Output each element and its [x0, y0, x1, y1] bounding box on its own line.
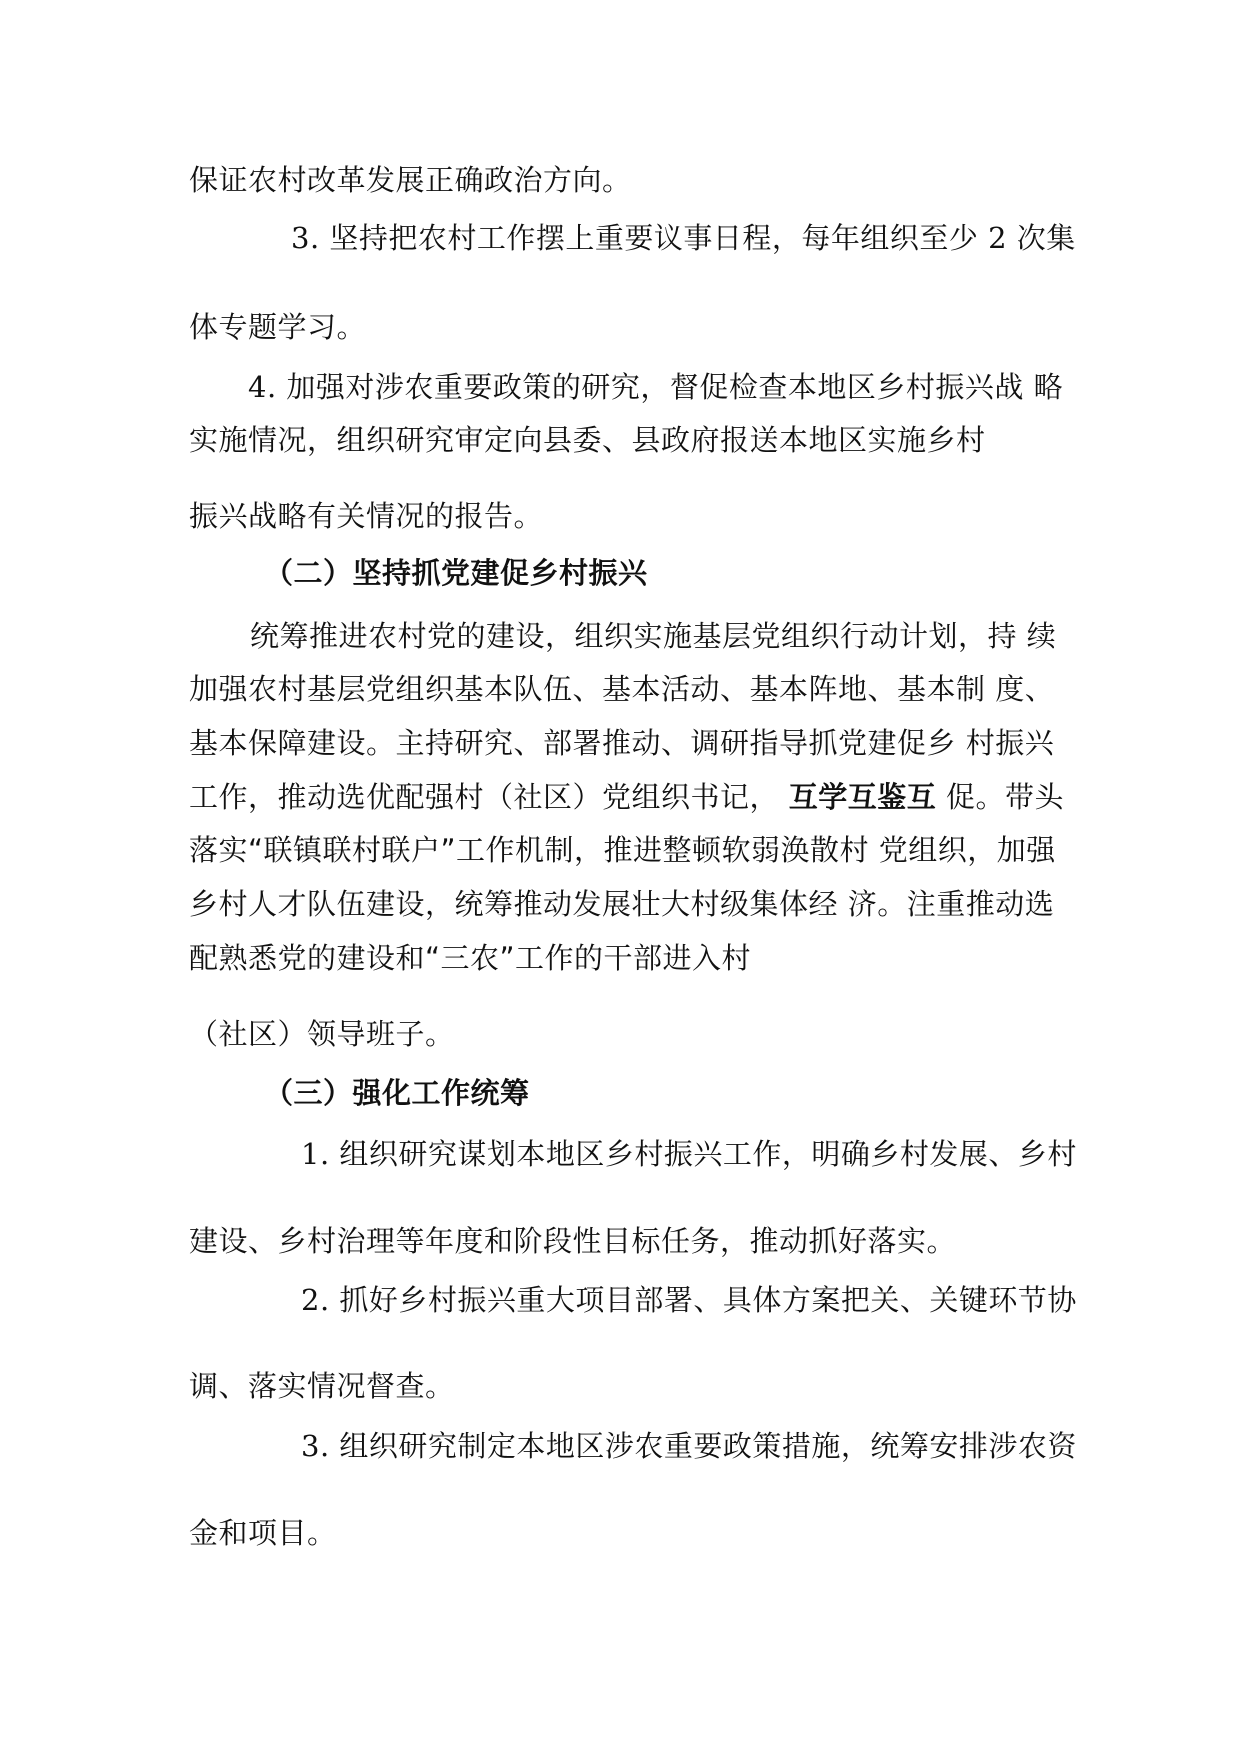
- section-2-line8: [189, 1014, 455, 1054]
- text-span: 组织研究制定本地区涉农重要政策措施，统筹安排涉农资: [339, 1429, 1077, 1463]
- list-number: 3.: [301, 1429, 330, 1463]
- section-2-line2: [189, 669, 1054, 709]
- section-2-line1: [250, 616, 1056, 656]
- list-item-4-line1: [248, 367, 1063, 407]
- list-number: 1.: [301, 1137, 330, 1171]
- text-span: 建设、乡村治理等年度和阶段性目标任务，推动抓好落实。: [189, 1224, 957, 1258]
- list-item-3-line1: [291, 218, 1076, 258]
- text-span: 加强对涉农重要政策的研究，督促检查本地区乡村振兴战 略: [286, 370, 1064, 404]
- heading-text: （二）坚持抓党建促乡村振兴: [264, 556, 648, 590]
- text-span: 配熟悉党的建设和“三农”工作的干部进入村: [189, 941, 752, 975]
- section-3-item-2-line1: [301, 1280, 1077, 1320]
- text-span: 金和项目。: [189, 1516, 337, 1550]
- text-span: 加强农村基层党组织基本队伍、基本活动、基本阵地、基本制 度、: [189, 672, 1055, 706]
- text-span: 实施情况，组织研究审定向县委、县政府报送本地区实施乡村: [189, 423, 986, 457]
- section-3-item-1-line1: [301, 1134, 1077, 1174]
- section-heading-3: [264, 1073, 530, 1113]
- text-span: 次集: [1016, 221, 1076, 255]
- paragraph-line: [189, 160, 632, 200]
- text-span: 体专题学习。: [189, 310, 367, 344]
- text-span: 基本保障建设。主持研究、部署推动、调研指导抓党建促乡 村振兴: [189, 726, 1055, 760]
- section-3-item-3-line2: [189, 1513, 337, 1553]
- text-span: 乡村人才队伍建设，统筹推动发展壮大村级集体经 济。注重推动选: [189, 887, 1055, 921]
- section-heading-2: [264, 553, 648, 593]
- list-number: 3.: [291, 221, 320, 255]
- section-3-item-2-line2: [189, 1366, 455, 1406]
- text-span: 抓好乡村振兴重大项目部署、具体方案把关、关键环节协: [339, 1283, 1077, 1317]
- text-span: 落实“联镇联村联户”工作机制，推进整顿软弱涣散村 党组织，加强: [189, 833, 1056, 867]
- list-number: 2.: [301, 1283, 330, 1317]
- text-span: 促。带头: [945, 780, 1064, 814]
- heading-text: （三）强化工作统筹: [264, 1076, 530, 1110]
- text-span: 坚持把农村工作摆上重要议事日程，每年组织至少: [329, 221, 979, 255]
- section-2-line3: [189, 723, 1054, 763]
- section-2-line4: [189, 777, 1064, 817]
- text-span: 工作，推动选优配强村（社区）党组织书记，: [189, 780, 780, 814]
- text-span: 统筹推进农村党的建设，组织实施基层党组织行动计划，持 续: [250, 619, 1057, 653]
- section-2-line5: [189, 830, 1056, 870]
- section-3-item-1-line2: [189, 1221, 956, 1261]
- text-span: （社区）领导班子。: [189, 1017, 455, 1051]
- text-span: 振兴战略有关情况的报告。: [189, 499, 544, 533]
- text-span: 调、落实情况督查。: [189, 1369, 455, 1403]
- section-2-line7: [189, 938, 751, 978]
- text-span: 保证农村改革发展正确政治方向。: [189, 163, 632, 197]
- section-3-item-3-line1: [301, 1426, 1077, 1466]
- list-item-3-line2: [189, 307, 366, 347]
- emphasis-text: 互学互鉴互: [788, 780, 937, 814]
- text-span: 组织研究谋划本地区乡村振兴工作，明确乡村发展、乡村: [339, 1137, 1077, 1171]
- section-2-line6: [189, 884, 1054, 924]
- count-value: 2: [988, 221, 1008, 255]
- list-item-4-line2: [189, 420, 986, 460]
- list-number: 4.: [248, 370, 277, 404]
- list-item-4-line3: [189, 496, 543, 536]
